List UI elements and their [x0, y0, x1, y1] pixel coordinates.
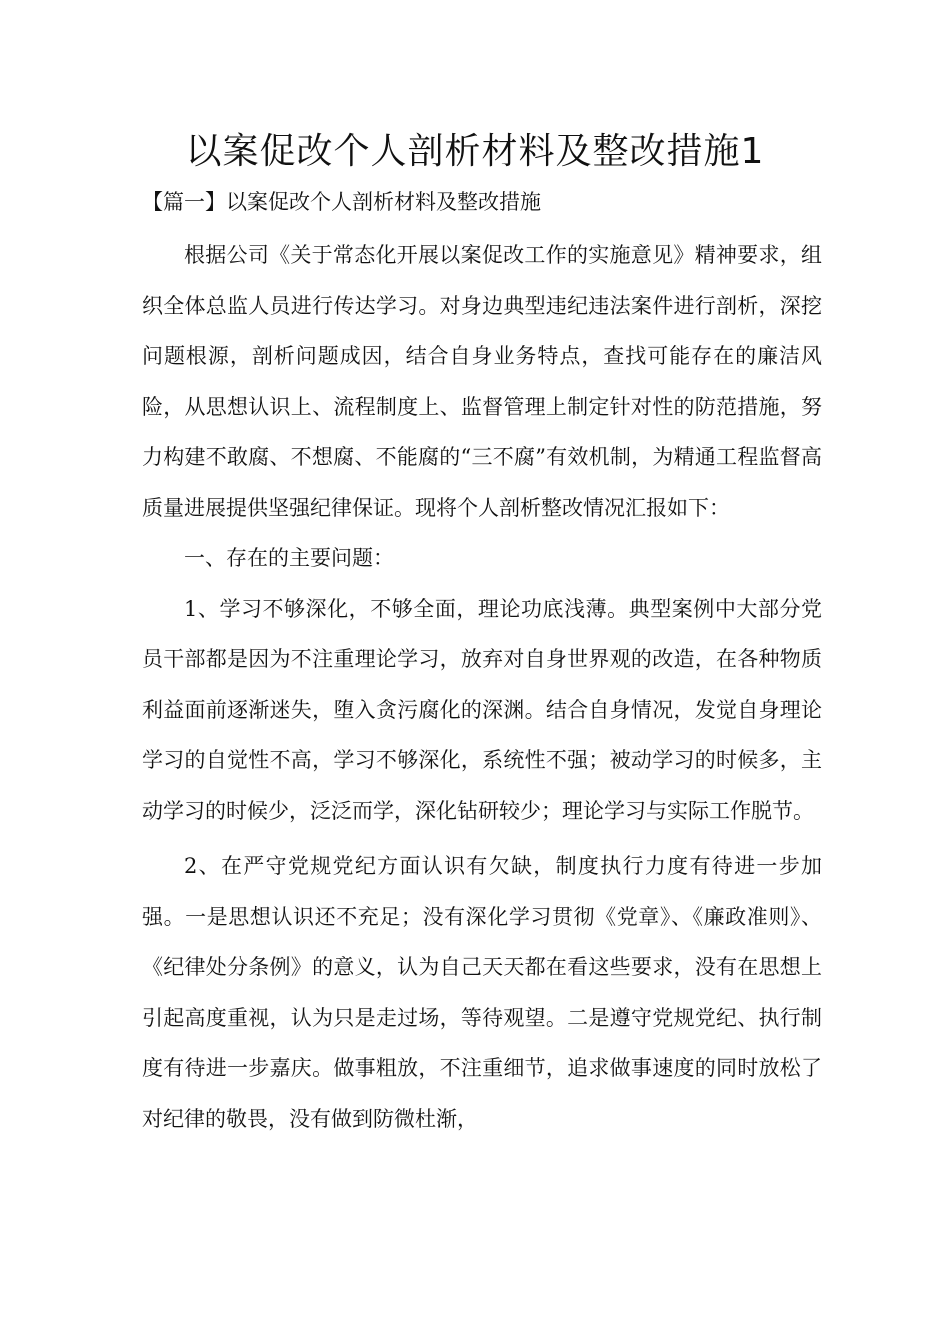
document-body [142, 230, 822, 1144]
paragraph-problem-2: 2、在严守党规党纪方面认识有欠缺，制度执行力度有待进一步加强。一是思想认识还不充足；没有深化学习贯彻《党章》、《廉政准则》、《纪律处分条例》的意义，认为自己天天都在看这些要求，没有在思想上引起高度重视，认为只是走过场，等待观望。二是遵守党规党纪、执行制度有待进一步嘉庆。做事粗放，不注重细节，追求做事速度的同时放松了对纪律的敬畏，没有做到防微杜渐， [142, 854, 822, 1131]
document-title: 以案促改个人剖析材料及整改措施1 [185, 131, 765, 172]
paragraph-section-heading: 一、存在的主要问题： [184, 546, 394, 570]
paragraph-problem-1: 1、学习不够深化，不够全面，理论功底浅薄。典型案例中大部分党员干部都是因为不注重理论学习，放弃对自身世界观的改造，在各种物质利益面前逐渐迷失，堕入贪污腐化的深渊。结合自身情况，发觉自身理论学习的自觉性不高，学习不够深化，系统性不强；被动学习的时候多，主动学习的时候少，泛泛而学，深化钻研较少；理论学习与实际工作脱节。 [142, 596, 822, 823]
section-heading: 【篇一】以案促改个人剖析材料及整改措施 [142, 190, 541, 214]
paragraph-intro: 根据公司《关于常态化开展以案促改工作的实施意见》精神要求，组织全体总监人员进行传达学习。对身边典型违纪违法案件进行剖析，深挖问题根源，剖析问题成因，结合自身业务特点，查找可能存在的廉洁风险，从思想认识上、流程制度上、监督管理上制定针对性的防范措施，努力构建不敢腐、不想腐、不能腐的“三不腐”有效机制，为精通工程监督高质量进展提供坚强纪律保证。现将个人剖析整改情况汇报如下： [142, 243, 822, 520]
